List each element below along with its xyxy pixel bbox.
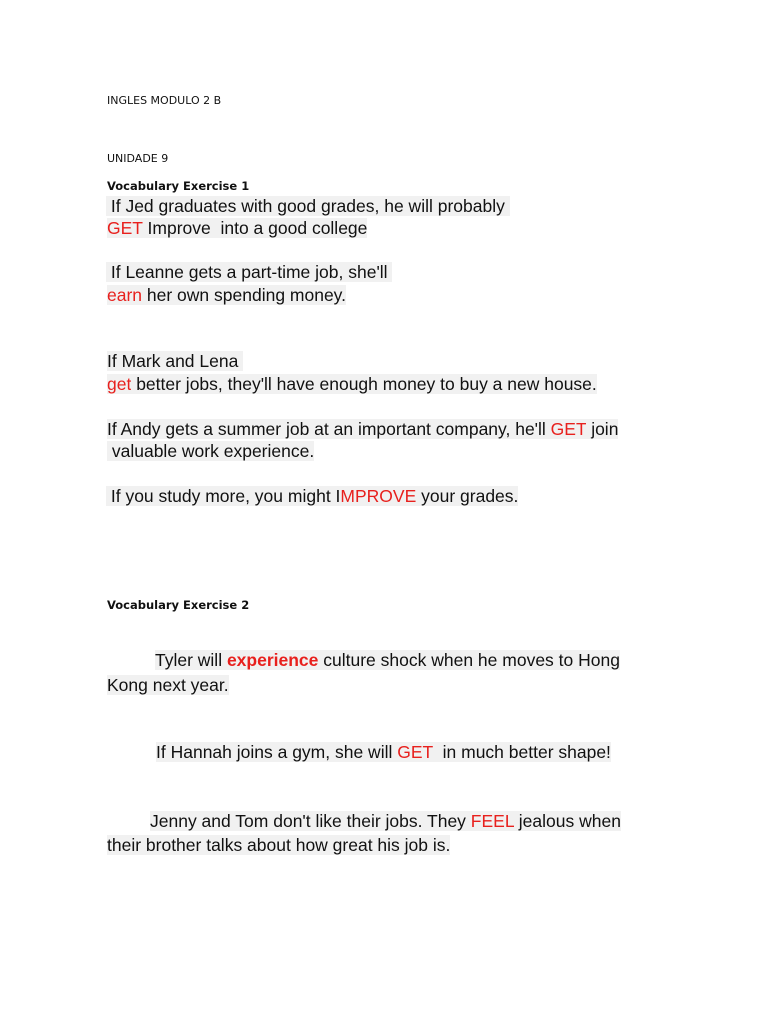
ex1-s3-rest: better jobs, they'll have enough money to buy a new house. bbox=[131, 374, 597, 394]
ex1-s3-answer: get bbox=[107, 374, 132, 394]
ex2-s3-post: jealous when bbox=[513, 811, 621, 831]
ex1-sentence-4-line-1 bbox=[107, 418, 618, 440]
ex1-sentence-3-line-2 bbox=[107, 373, 597, 395]
ex2-sentence-1-line-1 bbox=[155, 649, 620, 671]
ex1-sentence-2-line-1 bbox=[106, 261, 392, 283]
ex1-s2-text: If Leanne gets a part-time job, she'll bbox=[106, 262, 393, 282]
ex2-s2-text: If Hannah joins a gym, she will bbox=[156, 742, 398, 762]
ex1-s4-post: join bbox=[586, 419, 619, 439]
ex1-s1-rest: Improve into a good college bbox=[142, 218, 368, 238]
ex2-s1-answer: experience bbox=[226, 650, 319, 670]
ex1-sentence-4-line-2 bbox=[107, 440, 314, 462]
ex2-s3-answer: FEEL bbox=[470, 811, 514, 831]
ex1-sentence-1-line-2 bbox=[107, 217, 367, 239]
ex2-sentence-1-line-2 bbox=[107, 674, 229, 696]
ex1-s1-text: If Jed graduates with good grades, he will probably bbox=[106, 196, 510, 216]
ex1-s4-answer: GET bbox=[550, 419, 587, 439]
exercise-2-heading: Vocabulary Exercise 2 bbox=[107, 598, 250, 612]
ex2-s3-line-2: their brother talks about how great his job is. bbox=[107, 835, 451, 855]
ex2-sentence-3-line-1 bbox=[150, 810, 621, 832]
ex1-s5-text: If you study more, you might I bbox=[106, 486, 341, 506]
ex1-s4-line-2: valuable work experience. bbox=[107, 441, 315, 461]
ex2-s3-text: Jenny and Tom don't like their jobs. They bbox=[150, 811, 471, 831]
ex1-s1-answer: GET bbox=[107, 218, 143, 238]
ex1-sentence-2-line-2 bbox=[107, 284, 346, 306]
ex1-sentence-3-line-1 bbox=[107, 350, 243, 372]
ex2-sentence-2 bbox=[156, 741, 611, 763]
exercise-1-heading: Vocabulary Exercise 1 bbox=[107, 179, 250, 193]
ex1-s2-rest: her own spending money. bbox=[142, 285, 346, 305]
unit-label: UNIDADE 9 bbox=[107, 152, 169, 165]
ex2-s2-answer: GET bbox=[397, 742, 433, 762]
document-title: INGLES MODULO 2 B bbox=[107, 94, 222, 107]
ex1-sentence-5 bbox=[106, 485, 518, 507]
ex1-s5-post: your grades. bbox=[416, 486, 519, 506]
ex1-s5-answer: MPROVE bbox=[340, 486, 417, 506]
ex2-s2-post: in much better shape! bbox=[432, 742, 611, 762]
ex2-s1-post: culture shock when he moves to Hong bbox=[318, 650, 620, 670]
ex1-s3-text: If Mark and Lena bbox=[107, 351, 244, 371]
ex2-s1-line-2: Kong next year. bbox=[107, 675, 229, 695]
ex2-sentence-3-line-2 bbox=[107, 834, 450, 856]
ex2-s1-text: Tyler will bbox=[155, 650, 227, 670]
ex1-sentence-1-line-1 bbox=[106, 195, 510, 217]
ex1-s4-text: If Andy gets a summer job at an important company, he'll bbox=[107, 419, 551, 439]
ex1-s2-answer: earn bbox=[107, 285, 143, 305]
